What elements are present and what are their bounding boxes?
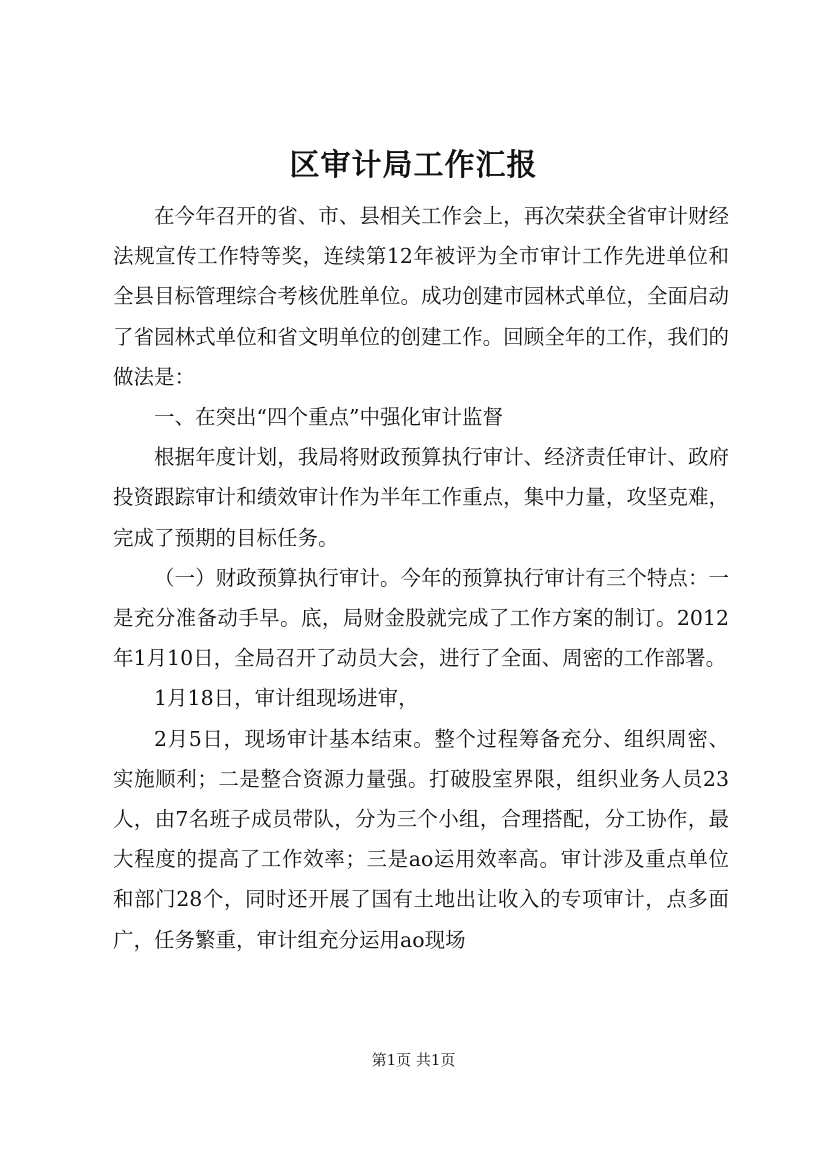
- paragraph-budget-audit: （一）财政预算执行审计。今年的预算执行审计有三个特点：一是充分准备动手早。底，局财金股就完成了工作方案的制订。2012年1月10日，全局召开了动员大会，进行了全面、周密的工作部署。: [113, 565, 729, 671]
- document-body: [113, 196, 729, 960]
- paragraph-feb-5: 2月5日，现场审计基本结束。整个过程筹备充分、组织周密、实施顺利；二是整合资源力量强。打破股室界限，组织业务人员23人，由7名班子成员带队，分为三个小组，合理搭配，分工协作，最大程度的提高了工作效率；三是ao运用效率高。审计涉及重点单位和部门28个，同时还开展了国有土地出让收入的专项审计，点多面广，任务繁重，审计组充分运用ao现场: [113, 726, 729, 952]
- page-footer: 第1页 共1页: [371, 1051, 456, 1069]
- section-heading-1: 一、在突出“四个重点”中强化审计监督: [154, 405, 503, 430]
- paragraph-jan-18: 1月18日，审计组现场进审，: [154, 686, 419, 711]
- paragraph-plan: 根据年度计划，我局将财政预算执行审计、经济责任审计、政府投资跟踪审计和绩效审计作为半年工作重点，集中力量，攻坚克难，完成了预期的目标任务。: [113, 445, 729, 550]
- paragraph-intro: 在今年召开的省、市、县相关工作会上，再次荣获全省审计财经法规宣传工作特等奖，连续第12年被评为全市审计工作先进单位和全县目标管理综合考核优胜单位。成功创建市园林式单位，全面启动了省园林式单位和省文明单位的创建工作。回顾全年的工作，我们的做法是：: [113, 204, 729, 389]
- document-title: 区审计局工作汇报: [289, 148, 538, 183]
